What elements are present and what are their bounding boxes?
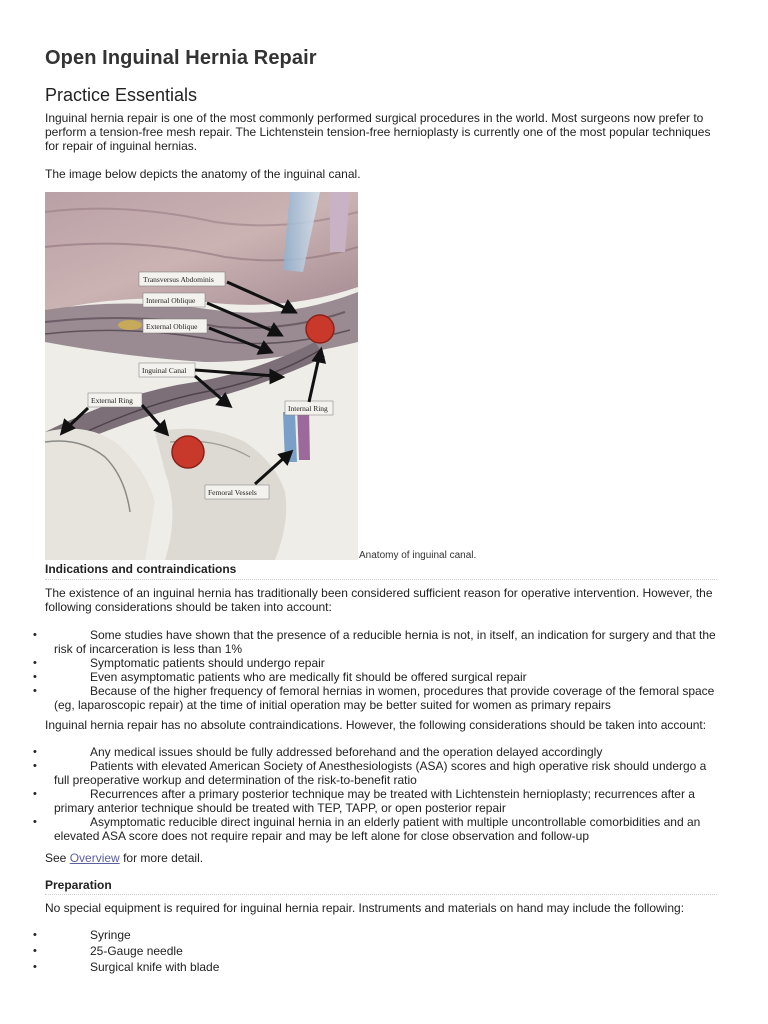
- contraindications-list: [0, 745, 768, 843]
- page-title: Open Inguinal Hernia Repair: [45, 47, 317, 69]
- list-item: • Patients with elevated American Society of Anesthesiologists (ASA) scores and high operative risk should undergo a full preoperative workup and determination of the risk-to-benefit ratio: [33, 759, 707, 787]
- list-item: • Syringe: [33, 928, 131, 942]
- svg-text:Transversus Abdominis: Transversus Abdominis: [143, 275, 214, 284]
- section-heading-indications: Indications and contraindications: [45, 562, 237, 576]
- label-femoral-vessels: [205, 485, 269, 499]
- label-internal-oblique: [143, 293, 205, 307]
- label-inguinal-canal: [139, 363, 195, 377]
- see-overview-line: [45, 851, 717, 865]
- list-item: • Recurrences after a primary posterior technique may be treated with Lichtenstein hernioplasty; recurrences after a primary anterior technique should be treated with TEP, TAPP, or open posterior repair: [33, 787, 695, 815]
- anatomy-figure: [45, 192, 358, 560]
- list-item: • Because of the higher frequency of femoral hernias in women, procedures that provide coverage of the femoral space (eg, laparoscopic repair) at the time of initial operation may be better suited for women as primary repairs: [33, 684, 715, 712]
- list-item: • Even asymptomatic patients who are medically fit should be offered surgical repair: [33, 670, 527, 684]
- indications-list: [0, 628, 768, 712]
- section-heading-preparation: Preparation: [45, 878, 112, 892]
- svg-text:External Ring: External Ring: [91, 396, 133, 405]
- image-intro-text: The image below depicts the anatomy of the inguinal canal.: [45, 167, 361, 181]
- list-item: • Any medical issues should be fully addressed beforehand and the operation delayed accordingly: [33, 745, 603, 759]
- list-item: • Symptomatic patients should undergo repair: [33, 656, 325, 670]
- list-item: • Surgical knife with blade: [33, 960, 220, 974]
- svg-text:Internal Oblique: Internal Oblique: [146, 296, 196, 305]
- svg-text:Femoral Vessels: Femoral Vessels: [208, 488, 257, 497]
- indications-intro: The existence of an inguinal hernia has traditionally been considered sufficient reason for operative intervention. However, the following considerations should be taken into account:: [45, 586, 713, 614]
- list-item: • Asymptomatic reducible direct inguinal hernia in an elderly patient with multiple uncontrollable comorbidities and an elevated ASA score does not require repair and may be left alone for close observation and follow-up: [33, 815, 701, 843]
- section-divider: [45, 894, 717, 895]
- see-prefix: See: [45, 851, 67, 865]
- list-item: • Some studies have shown that the presence of a reducible hernia is not, in itself, an indication for surgery and that the risk of incarceration is less than 1%: [33, 628, 716, 656]
- svg-text:External Oblique: External Oblique: [146, 322, 198, 331]
- preparation-intro: No special equipment is required for inguinal hernia repair. Instruments and materials on hand may include the following:: [45, 901, 685, 915]
- inguinal-canal-illustration: [45, 192, 358, 560]
- intro-paragraph: Inguinal hernia repair is one of the most commonly performed surgical procedures in the world. Most surgeons now prefer to perform a tension-free mesh repair. The Lichtenstein tension-free hernioplasty is currently one of the most popular techniques for repair of inguinal hernias.: [45, 111, 711, 153]
- list-item: • 25-Gauge needle: [33, 944, 183, 958]
- label-external-ring: [88, 393, 142, 407]
- svg-text:Internal Ring: Internal Ring: [288, 404, 328, 413]
- label-transversus: [139, 272, 225, 286]
- section-divider: [45, 579, 717, 580]
- see-suffix: for more detail.: [123, 851, 204, 865]
- contraindications-intro: Inguinal hernia repair has no absolute contraindications. However, the following considerations should be taken into account:: [45, 718, 707, 732]
- preparation-list: [0, 928, 768, 976]
- section-title-practice-essentials: Practice Essentials: [45, 85, 198, 105]
- figure-caption: Anatomy of inguinal canal.: [359, 550, 477, 561]
- overview-link[interactable]: Overview: [69, 851, 120, 865]
- label-internal-ring: [285, 401, 333, 415]
- label-external-oblique: [143, 319, 207, 333]
- svg-text:Inguinal Canal: Inguinal Canal: [142, 366, 187, 375]
